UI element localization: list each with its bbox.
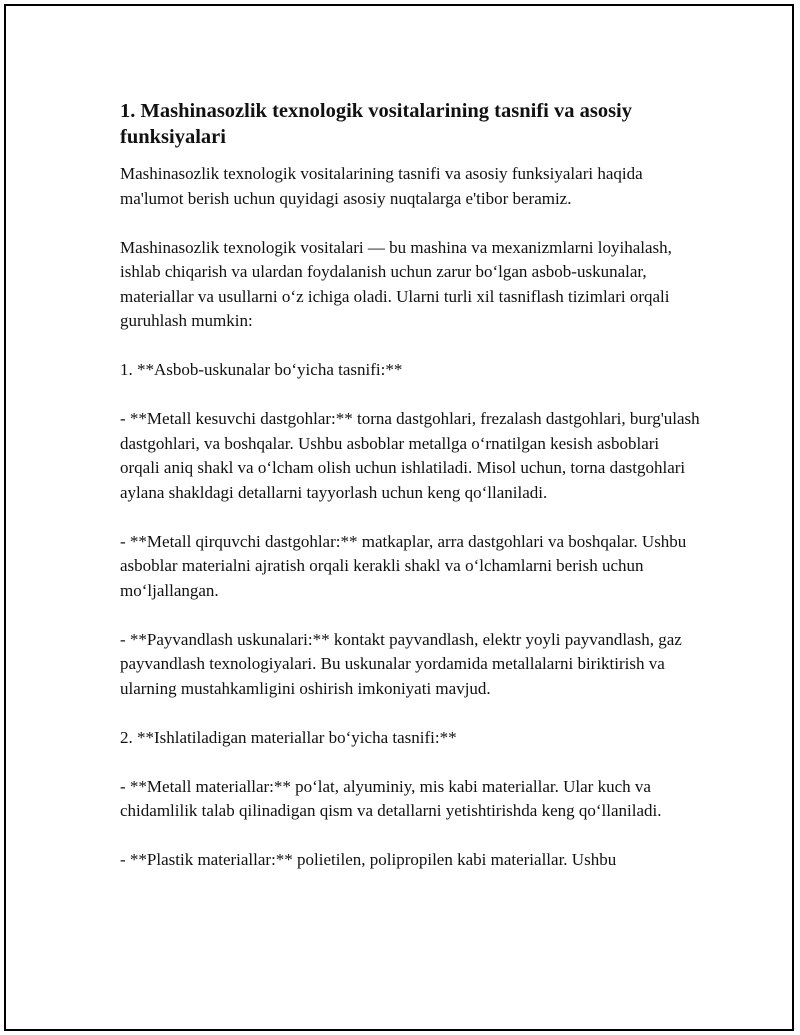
list-item-welding: - **Payvandlash uskunalari:** kontakt payvandlash, elektr yoyli payvandlash, gaz payvandlash texnologiyalari. Bu uskunalar yordamida metallalarni biriktirish va ularning mustahkamligini oshirish imkoniyati mavjud.: [120, 629, 682, 698]
list-item-metal-materials: - **Metall materiallar:** po‘lat, alyuminiy, mis kabi materiallar. Ular kuch va chidamlilik talab qilinadigan qism va detallarni yetishtirishda keng qo‘llaniladi.: [120, 776, 662, 820]
list-item-metal-splitting: - **Metall qirquvchi dastgohlar:** matkaplar, arra dastgohlari va boshqalar. Ushbu asboblar materialni ajratish orqali kerakli shakl va o‘lchamlarni berish uchun mo‘ljallangan.: [120, 531, 687, 600]
intro-paragraph: Mashinasozlik texnologik vositalarining tasnifi va asosiy funksiyalari haqida ma'lumot berish uchun quyidagi asosiy nuqtalarga e'tibor beramiz.: [120, 164, 643, 208]
page-frame: [4, 4, 794, 1031]
list-heading-materials: 2. **Ishlatiladigan materiallar bo‘yicha tasnifi:**: [120, 727, 457, 747]
list-heading-equipment: 1. **Asbob-uskunalar bo‘yicha tasnifi:**: [120, 360, 403, 379]
list-item-metal-cutting: - **Metall kesuvchi dastgohlar:** torna dastgohlari, frezalash dastgohlari, burg'ulash dastgohlari, va boshqalar. Ushbu asboblar metallga o‘rnatilgan kesish asboblari orqali aniq shakl va o‘lcham olish uchun ishlatiladi. Misol uchun, torna dastgohlari aylana shakldagi detallarni tayyorlash uchun keng qo‘llaniladi.: [120, 409, 700, 502]
section-title: 1. Mashinasozlik texnologik vositalarining tasnifi va asosiy funksiyalari: [120, 100, 632, 148]
definition-paragraph: Mashinasozlik texnologik vositalari — bu mashina va mexanizmlarni loyihalash, ishlab chiqarish va ulardan foydalanish uchun zarur bo‘lgan asbob-uskunalar, materiallar va usullarni o‘z ichiga oladi. Ularni turli xil tasniflash tizimlari orqali guruhlash mumkin:: [120, 237, 672, 330]
list-item-plastic-materials: - **Plastik materiallar:** polietilen, polipropilen kabi materiallar. Ushbu: [120, 850, 617, 869]
document-body: [120, 98, 700, 873]
